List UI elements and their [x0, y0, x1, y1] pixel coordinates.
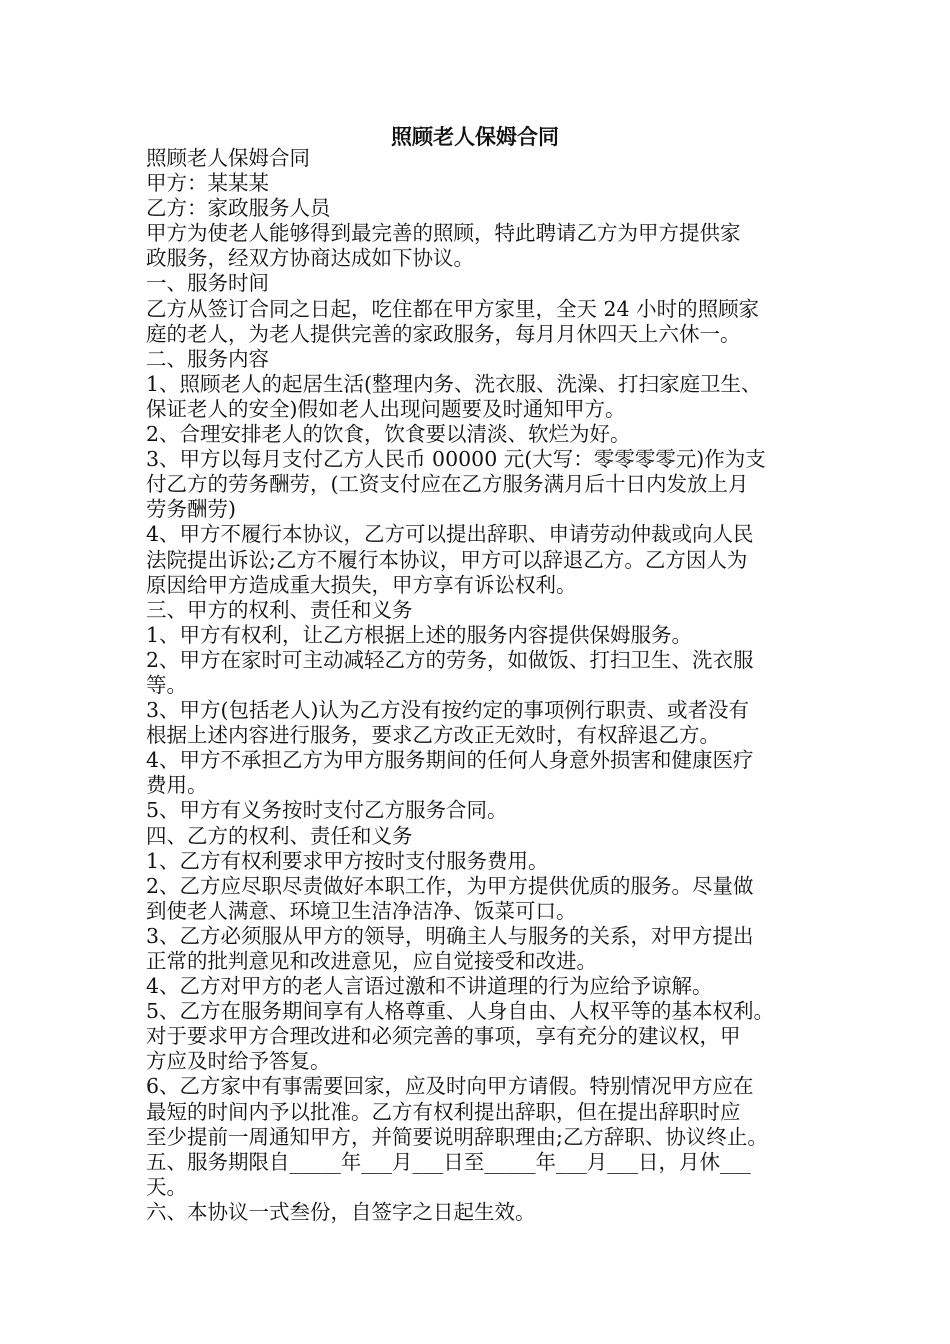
body-line: 4、甲方不承担乙方为甲方服务期间的任何人身意外损害和健康医疗	[146, 748, 754, 773]
body-line: 2、甲方在家时可主动减轻乙方的劳务，如做饭、打扫卫生、洗衣服	[146, 647, 754, 672]
body-line: 付乙方的劳务酬劳，(工资支付应在乙方服务满月后十日内发放上月	[146, 472, 749, 497]
body-line: 3、甲方以每月支付乙方人民币 00000 元(大写：零零零零元)作为支	[146, 447, 766, 472]
body-line: 等。	[146, 672, 187, 697]
document-body	[146, 146, 818, 1225]
body-line: 政服务，经双方协商达成如下协议。	[146, 246, 474, 271]
body-line: 照顾老人保姆合同	[146, 146, 310, 170]
body-line: 乙方从签订合同之日起，吃住都在甲方家里，全天 24 小时的照顾家	[146, 296, 760, 321]
body-line: 甲方：某某某	[146, 171, 269, 196]
body-line: 4、乙方对甲方的老人言语过激和不讲道理的行为应给予谅解。	[146, 974, 713, 999]
body-line: 3、乙方必须服从甲方的领导，明确主人与服务的关系，对甲方提出	[146, 923, 754, 948]
body-line: 最短的时间内予以批准。乙方有权利提出辞职，但在提出辞职时应	[146, 1099, 741, 1124]
body-line: 到使老人满意、环境卫生洁净洁净、饭菜可口。	[146, 898, 577, 923]
body-line: 4、甲方不履行本协议，乙方可以提出辞职、申请劳动仲裁或向人民	[146, 522, 754, 547]
body-line: 6、乙方家中有事需要回家，应及时向甲方请假。特别情况甲方应在	[146, 1074, 754, 1099]
body-line: 费用。	[146, 773, 208, 798]
body-line: 3、甲方(包括老人)认为乙方没有按约定的事项例行职责、或者没有	[146, 698, 750, 723]
body-line: 方应及时给予答复。	[146, 1049, 331, 1074]
body-line: 2、乙方应尽职尽责做好本职工作，为甲方提供优质的服务。尽量做	[146, 873, 754, 898]
body-line: 至少提前一周通知甲方，并简要说明辞职理由;乙方辞职、协议终止。	[146, 1124, 768, 1149]
body-line: 正常的批判意见和改进意见，应自觉接受和改进。	[146, 949, 597, 973]
body-line: 乙方：家政服务人员	[146, 196, 331, 221]
body-line: 5、乙方在服务期间享有人格尊重、人身自由、人权平等的基本权利。	[146, 999, 775, 1024]
section-heading: 一、服务时间	[146, 271, 269, 296]
body-line: 5、甲方有义务按时支付乙方服务合同。	[146, 798, 508, 823]
body-line: 对于要求甲方合理改进和必须完善的事项，享有充分的建议权，甲	[146, 1024, 741, 1049]
section-heading: 三、甲方的权利、责任和义务	[146, 597, 413, 622]
body-line: 原因给甲方造成重大损失，甲方享有诉讼权利。	[146, 572, 577, 597]
body-line: 法院提出诉讼;乙方不履行本协议，甲方可以辞退乙方。乙方因人为	[146, 547, 748, 572]
section-heading: 二、服务内容	[146, 346, 269, 371]
section-heading: 六、本协议一式叁份，自签字之日起生效。	[146, 1199, 536, 1224]
body-line: 根据上述内容进行服务，要求乙方改正无效时，有权辞退乙方。	[146, 723, 720, 748]
body-line: 2、合理安排老人的饮食，饮食要以清淡、软烂为好。	[146, 422, 631, 447]
body-line: 庭的老人，为老人提供完善的家政服务，每月月休四天上六休一。	[146, 321, 741, 346]
body-line: 保证老人的安全)假如老人出现问题要及时通知甲方。	[146, 396, 626, 421]
body-line: 劳务酬劳)	[146, 497, 236, 522]
section-heading: 四、乙方的权利、责任和义务	[146, 823, 413, 848]
body-line: 天。	[146, 1174, 187, 1199]
document-title: 照顾老人保姆合同	[391, 125, 559, 149]
body-line: 1、乙方有权利要求甲方按时支付服务费用。	[146, 848, 549, 873]
body-line: 1、照顾老人的起居生活(整理内务、洗衣服、洗澡、打扫家庭卫生、	[146, 371, 762, 396]
body-line: 1、甲方有权利，让乙方根据上述的服务内容提供保姆服务。	[146, 622, 693, 647]
section-heading: 五、服务期限自_____年___月___日至_____年___月___日，月休___	[146, 1149, 751, 1174]
body-line: 甲方为使老人能够得到最完善的照顾，特此聘请乙方为甲方提供家	[146, 221, 741, 246]
